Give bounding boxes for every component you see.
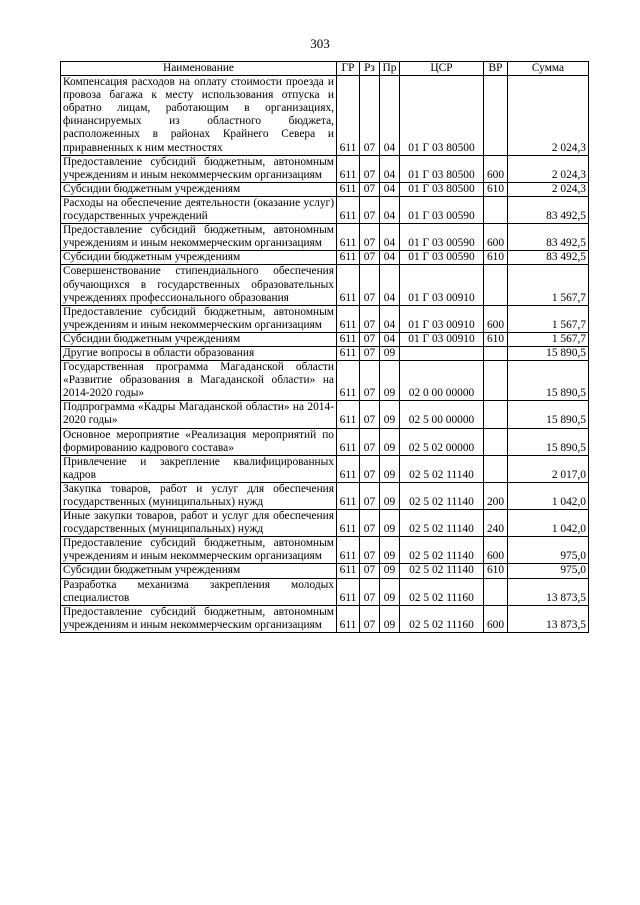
cell-sum: 2 017,0 bbox=[508, 455, 589, 482]
table-row bbox=[61, 605, 589, 632]
cell-csr: 02 5 02 11160 bbox=[400, 578, 484, 605]
cell-rz: 07 bbox=[360, 155, 380, 182]
cell-rz: 07 bbox=[360, 332, 380, 346]
cell-pr: 04 bbox=[380, 332, 400, 346]
cell-vr: 610 bbox=[484, 182, 508, 196]
cell-pr: 09 bbox=[380, 578, 400, 605]
table-row bbox=[61, 510, 589, 537]
cell-csr: 01 Г 03 00590 bbox=[400, 224, 484, 251]
cell-rz: 07 bbox=[360, 224, 380, 251]
cell-rz: 07 bbox=[360, 196, 380, 223]
cell-csr: 02 5 02 00000 bbox=[400, 428, 484, 455]
cell-gr: 611 bbox=[337, 155, 360, 182]
cell-pr: 09 bbox=[380, 564, 400, 578]
cell-csr: 02 5 02 11160 bbox=[400, 605, 484, 632]
cell-pr: 04 bbox=[380, 265, 400, 305]
cell-name: Закупка товаров, работ и услуг для обеспечения государственных (муниципальных) нужд bbox=[61, 482, 337, 509]
column-header-vr: ВР bbox=[484, 62, 508, 76]
cell-gr: 611 bbox=[337, 428, 360, 455]
column-header-csr: ЦСР bbox=[400, 62, 484, 76]
cell-sum: 15 890,5 bbox=[508, 428, 589, 455]
cell-gr: 611 bbox=[337, 305, 360, 332]
cell-pr: 04 bbox=[380, 224, 400, 251]
cell-rz: 07 bbox=[360, 251, 380, 265]
cell-pr: 04 bbox=[380, 305, 400, 332]
cell-csr: 01 Г 03 00910 bbox=[400, 305, 484, 332]
cell-rz: 07 bbox=[360, 510, 380, 537]
cell-name: Разработка механизма закрепления молодых специалистов bbox=[61, 578, 337, 605]
cell-csr: 02 5 02 11140 bbox=[400, 455, 484, 482]
cell-gr: 611 bbox=[337, 455, 360, 482]
cell-pr: 09 bbox=[380, 346, 400, 360]
table-row bbox=[61, 251, 589, 265]
cell-gr: 611 bbox=[337, 361, 360, 401]
table-row bbox=[61, 537, 589, 564]
table-row bbox=[61, 332, 589, 346]
cell-vr: 610 bbox=[484, 251, 508, 265]
cell-name: Основное мероприятие «Реализация мероприятий по формированию кадрового состава» bbox=[61, 428, 337, 455]
table-row bbox=[61, 196, 589, 223]
cell-csr: 01 Г 03 00910 bbox=[400, 332, 484, 346]
cell-vr: 610 bbox=[484, 332, 508, 346]
table-row bbox=[61, 564, 589, 578]
column-header-gr: ГР bbox=[337, 62, 360, 76]
cell-sum: 13 873,5 bbox=[508, 578, 589, 605]
cell-gr: 611 bbox=[337, 482, 360, 509]
cell-gr: 611 bbox=[337, 346, 360, 360]
cell-vr bbox=[484, 196, 508, 223]
cell-rz: 07 bbox=[360, 537, 380, 564]
cell-vr bbox=[484, 346, 508, 360]
cell-name: Предоставление субсидий бюджетным, автономным учреждениям и иным некоммерческим организациям bbox=[61, 224, 337, 251]
cell-csr: 02 5 00 00000 bbox=[400, 401, 484, 428]
cell-vr: 600 bbox=[484, 155, 508, 182]
cell-vr bbox=[484, 361, 508, 401]
cell-name: Расходы на обеспечение деятельности (оказание услуг) государственных учреждений bbox=[61, 196, 337, 223]
cell-rz: 07 bbox=[360, 605, 380, 632]
budget-table bbox=[60, 61, 589, 633]
cell-name: Субсидии бюджетным учреждениям bbox=[61, 251, 337, 265]
cell-sum: 2 024,3 bbox=[508, 182, 589, 196]
table-row bbox=[61, 265, 589, 305]
cell-pr: 04 bbox=[380, 251, 400, 265]
cell-csr: 02 5 02 11140 bbox=[400, 564, 484, 578]
cell-name: Предоставление субсидий бюджетным, автономным учреждениям и иным некоммерческим организациям bbox=[61, 605, 337, 632]
cell-sum: 2 024,3 bbox=[508, 155, 589, 182]
cell-csr: 02 0 00 00000 bbox=[400, 361, 484, 401]
cell-sum: 1 567,7 bbox=[508, 305, 589, 332]
cell-sum: 975,0 bbox=[508, 564, 589, 578]
cell-gr: 611 bbox=[337, 401, 360, 428]
cell-pr: 09 bbox=[380, 428, 400, 455]
cell-gr: 611 bbox=[337, 578, 360, 605]
cell-name: Привлечение и закрепление квалифицированных кадров bbox=[61, 455, 337, 482]
cell-pr: 04 bbox=[380, 196, 400, 223]
cell-csr: 01 Г 03 80500 bbox=[400, 76, 484, 156]
column-header-pr: Пр bbox=[380, 62, 400, 76]
column-header-rz: Рз bbox=[360, 62, 380, 76]
cell-gr: 611 bbox=[337, 251, 360, 265]
page-number: 303 bbox=[310, 36, 330, 51]
cell-vr bbox=[484, 401, 508, 428]
cell-gr: 611 bbox=[337, 332, 360, 346]
cell-vr: 600 bbox=[484, 537, 508, 564]
cell-sum: 1 567,7 bbox=[508, 332, 589, 346]
cell-vr bbox=[484, 76, 508, 156]
cell-vr: 600 bbox=[484, 224, 508, 251]
cell-gr: 611 bbox=[337, 196, 360, 223]
cell-rz: 07 bbox=[360, 428, 380, 455]
cell-name: Иные закупки товаров, работ и услуг для обеспечения государственных (муниципальных) нужд bbox=[61, 510, 337, 537]
table-header-row bbox=[61, 62, 589, 76]
cell-rz: 07 bbox=[360, 265, 380, 305]
cell-csr: 01 Г 03 80500 bbox=[400, 155, 484, 182]
cell-name: Другие вопросы в области образования bbox=[61, 346, 337, 360]
cell-gr: 611 bbox=[337, 537, 360, 564]
cell-name: Предоставление субсидий бюджетным, автономным учреждениям и иным некоммерческим организациям bbox=[61, 537, 337, 564]
cell-gr: 611 bbox=[337, 76, 360, 156]
cell-gr: 611 bbox=[337, 510, 360, 537]
cell-gr: 611 bbox=[337, 605, 360, 632]
cell-name: Субсидии бюджетным учреждениям bbox=[61, 332, 337, 346]
cell-sum: 83 492,5 bbox=[508, 224, 589, 251]
cell-rz: 07 bbox=[360, 346, 380, 360]
cell-sum: 2 024,3 bbox=[508, 76, 589, 156]
table-row bbox=[61, 224, 589, 251]
cell-csr: 01 Г 03 00910 bbox=[400, 265, 484, 305]
table-row bbox=[61, 482, 589, 509]
cell-vr bbox=[484, 428, 508, 455]
cell-vr bbox=[484, 265, 508, 305]
cell-sum: 1 042,0 bbox=[508, 510, 589, 537]
cell-csr bbox=[400, 346, 484, 360]
cell-rz: 07 bbox=[360, 305, 380, 332]
cell-vr bbox=[484, 455, 508, 482]
cell-rz: 07 bbox=[360, 182, 380, 196]
cell-pr: 09 bbox=[380, 537, 400, 564]
cell-pr: 09 bbox=[380, 455, 400, 482]
cell-pr: 09 bbox=[380, 510, 400, 537]
cell-sum: 83 492,5 bbox=[508, 251, 589, 265]
cell-gr: 611 bbox=[337, 224, 360, 251]
cell-csr: 01 Г 03 80500 bbox=[400, 182, 484, 196]
cell-vr: 240 bbox=[484, 510, 508, 537]
cell-vr: 600 bbox=[484, 305, 508, 332]
cell-rz: 07 bbox=[360, 361, 380, 401]
cell-csr: 02 5 02 11140 bbox=[400, 537, 484, 564]
table-row bbox=[61, 361, 589, 401]
cell-name: Государственная программа Магаданской области «Развитие образования в Магаданской области» на 2014-2020 годы» bbox=[61, 361, 337, 401]
cell-rz: 07 bbox=[360, 76, 380, 156]
cell-csr: 01 Г 03 00590 bbox=[400, 196, 484, 223]
cell-csr: 02 5 02 11140 bbox=[400, 482, 484, 509]
cell-pr: 04 bbox=[380, 155, 400, 182]
cell-vr bbox=[484, 578, 508, 605]
cell-name: Совершенствование стипендиального обеспечения обучающихся в государственных образовательных учреждениях профессионального образования bbox=[61, 265, 337, 305]
table-row bbox=[61, 155, 589, 182]
cell-gr: 611 bbox=[337, 564, 360, 578]
table-row bbox=[61, 305, 589, 332]
cell-sum: 1 567,7 bbox=[508, 265, 589, 305]
cell-sum: 1 042,0 bbox=[508, 482, 589, 509]
cell-sum: 13 873,5 bbox=[508, 605, 589, 632]
cell-name: Предоставление субсидий бюджетным, автономным учреждениям и иным некоммерческим организациям bbox=[61, 155, 337, 182]
cell-vr: 610 bbox=[484, 564, 508, 578]
cell-pr: 09 bbox=[380, 482, 400, 509]
cell-csr: 01 Г 03 00590 bbox=[400, 251, 484, 265]
cell-vr: 200 bbox=[484, 482, 508, 509]
cell-gr: 611 bbox=[337, 182, 360, 196]
table-row bbox=[61, 455, 589, 482]
cell-pr: 09 bbox=[380, 361, 400, 401]
cell-rz: 07 bbox=[360, 482, 380, 509]
cell-sum: 15 890,5 bbox=[508, 346, 589, 360]
cell-vr: 600 bbox=[484, 605, 508, 632]
cell-rz: 07 bbox=[360, 564, 380, 578]
cell-sum: 15 890,5 bbox=[508, 361, 589, 401]
cell-rz: 07 bbox=[360, 455, 380, 482]
cell-sum: 83 492,5 bbox=[508, 196, 589, 223]
table-row bbox=[61, 182, 589, 196]
table-row bbox=[61, 346, 589, 360]
cell-rz: 07 bbox=[360, 401, 380, 428]
cell-name: Подпрограмма «Кадры Магаданской области» на 2014-2020 годы» bbox=[61, 401, 337, 428]
cell-csr: 02 5 02 11140 bbox=[400, 510, 484, 537]
cell-sum: 15 890,5 bbox=[508, 401, 589, 428]
column-header-sum: Сумма bbox=[508, 62, 589, 76]
table-row bbox=[61, 76, 589, 156]
cell-pr: 09 bbox=[380, 401, 400, 428]
cell-name: Предоставление субсидий бюджетным, автономным учреждениям и иным некоммерческим организациям bbox=[61, 305, 337, 332]
cell-pr: 04 bbox=[380, 76, 400, 156]
cell-gr: 611 bbox=[337, 265, 360, 305]
cell-rz: 07 bbox=[360, 578, 380, 605]
cell-name: Субсидии бюджетным учреждениям bbox=[61, 182, 337, 196]
cell-name: Субсидии бюджетным учреждениям bbox=[61, 564, 337, 578]
table-row bbox=[61, 401, 589, 428]
table-row bbox=[61, 578, 589, 605]
cell-name: Компенсация расходов на оплату стоимости проезда и провоза багажа к месту использования отпуска и обратно лицам, работающим в организациях, финансируемых из областного бюджета, расположенных в районах Крайнего Севера и приравненных к ним местностях bbox=[61, 76, 337, 156]
table-row bbox=[61, 428, 589, 455]
cell-sum: 975,0 bbox=[508, 537, 589, 564]
column-header-name: Наименование bbox=[61, 62, 337, 76]
cell-pr: 04 bbox=[380, 182, 400, 196]
cell-pr: 09 bbox=[380, 605, 400, 632]
